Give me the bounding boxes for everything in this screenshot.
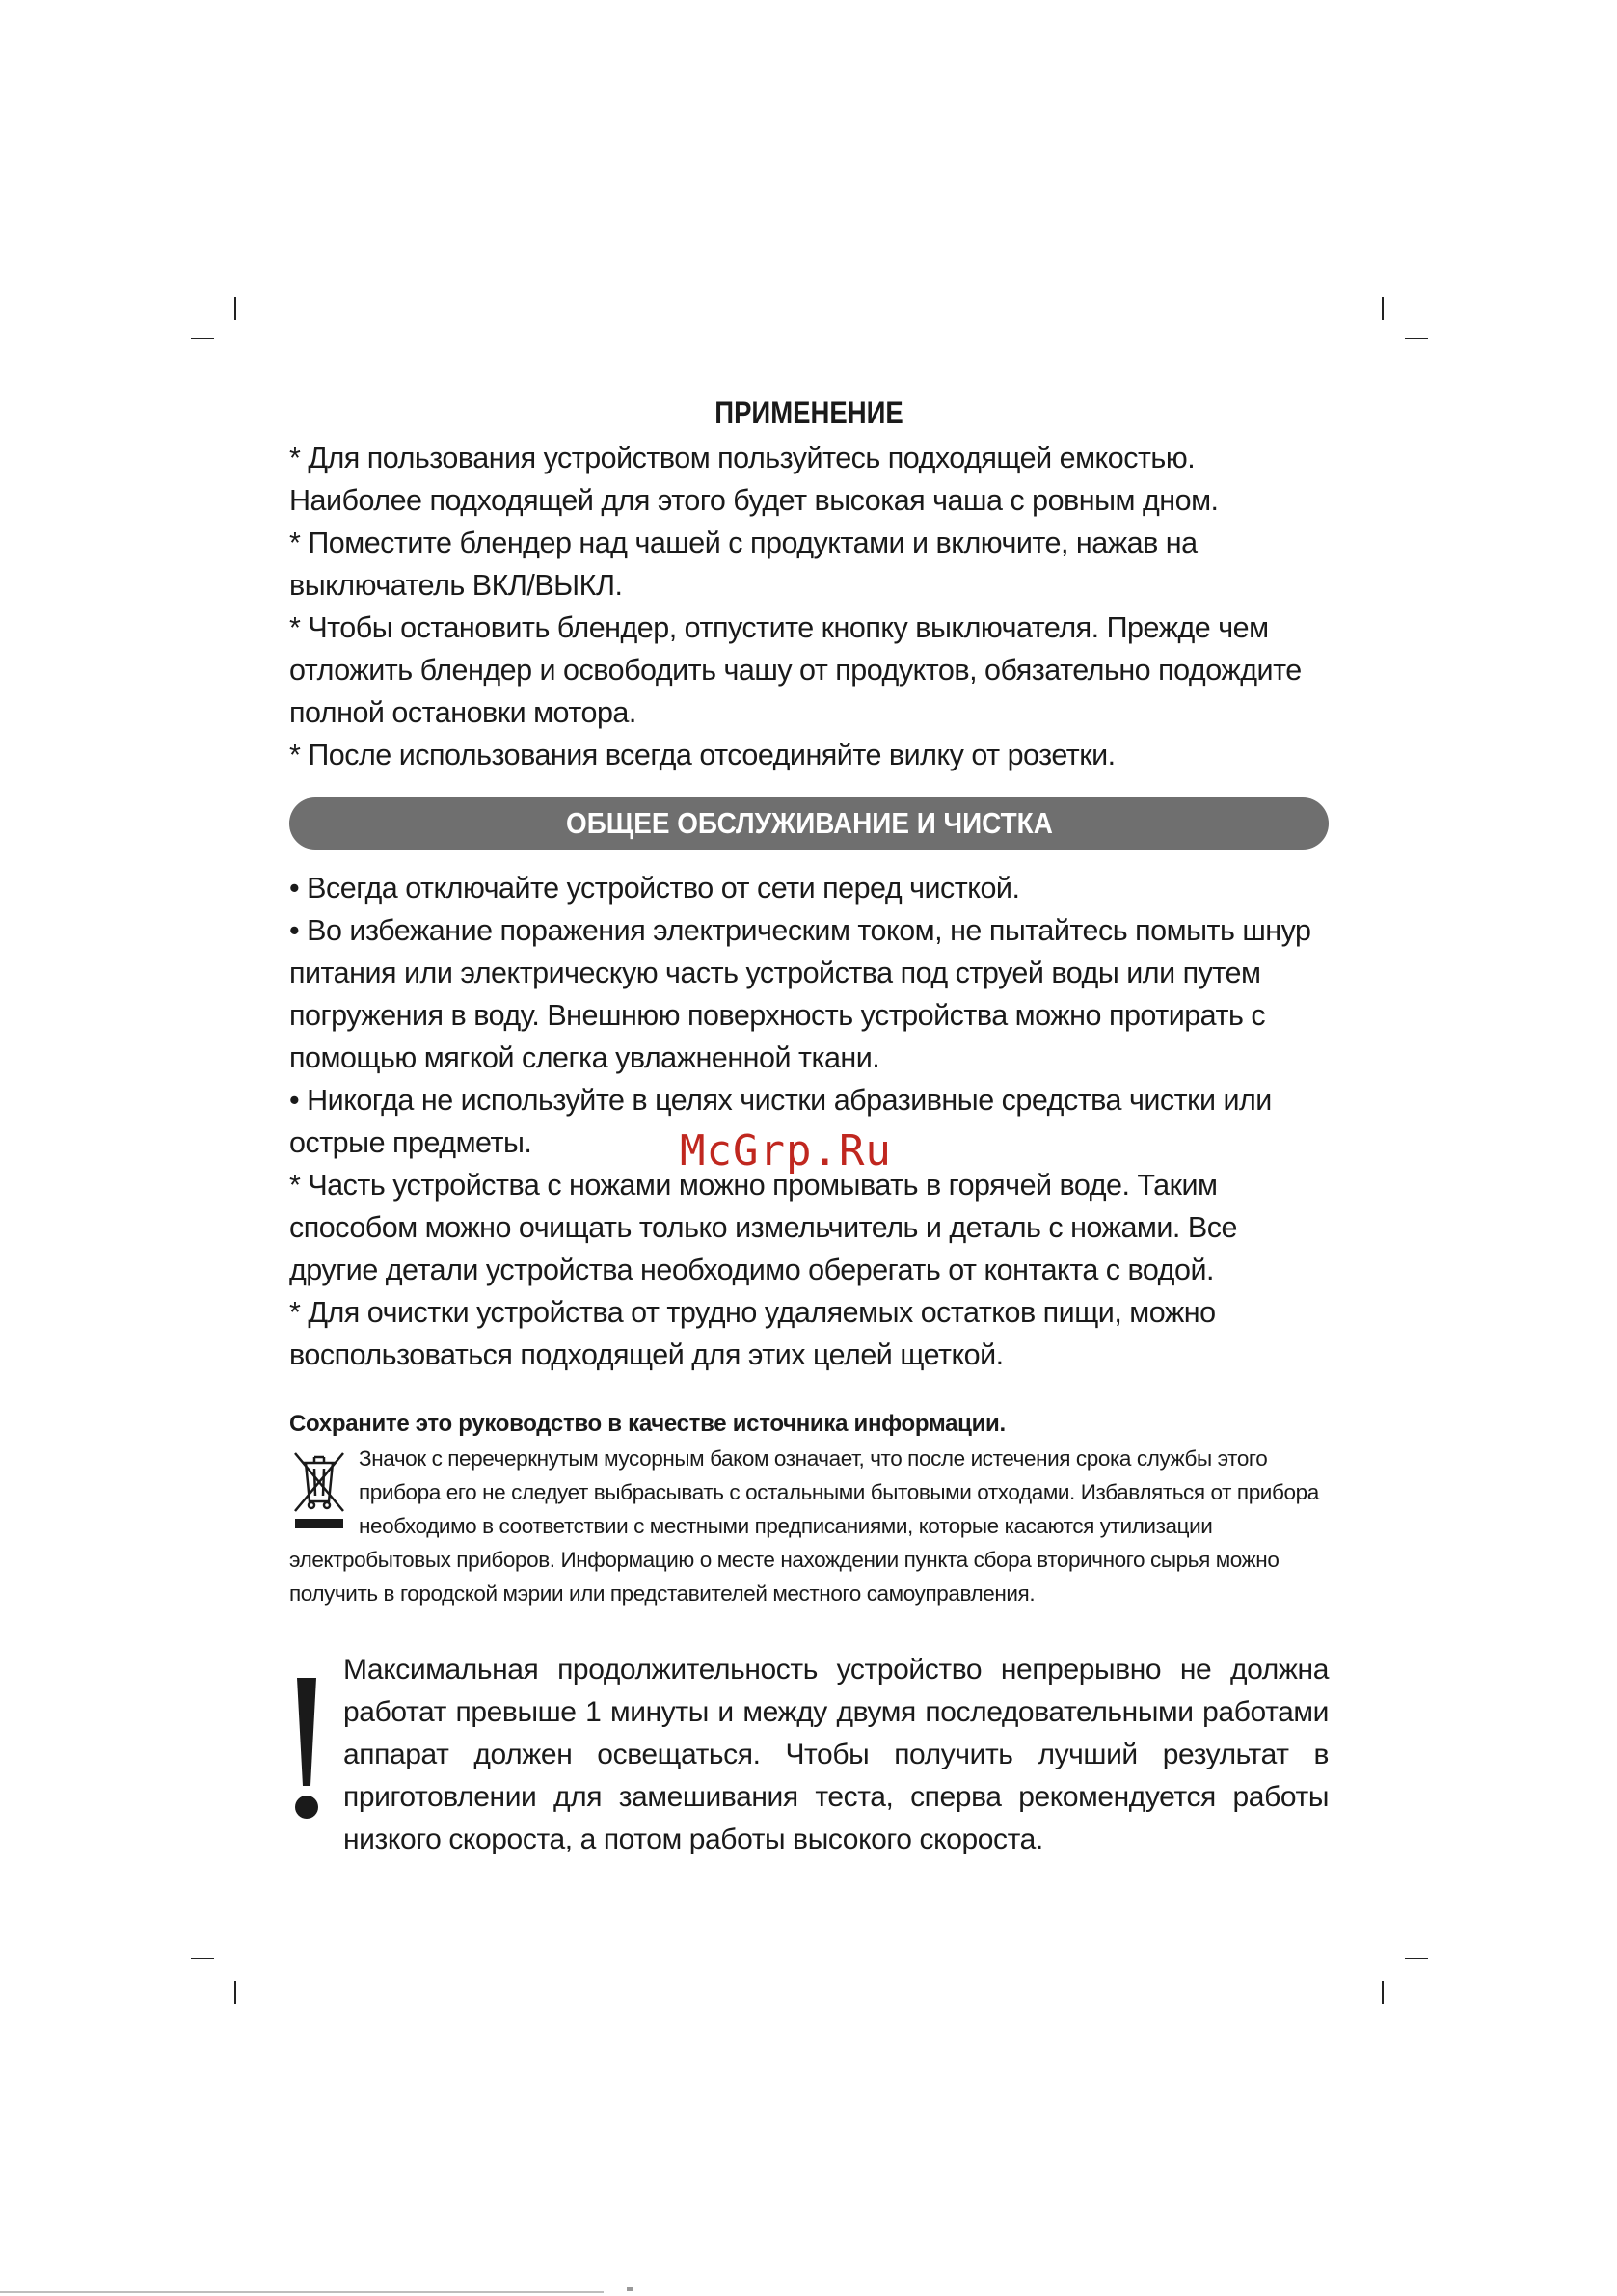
- bottom-rule: [0, 2291, 604, 2293]
- weee-text: Значок с перечеркнутым мусорным баком означает, что после истечения срока службы этого прибора его не следует выбрасывать с остальными бытовыми отходами. Избавляться от прибора необходимо в соответствии с местными предписаниями, которые касаются утилизации электробытовых приборов. Информацию о месте нахождении пункта сбора вторичного сырья можно получить в городской мэрии или представителей местного самоуправления.: [289, 1446, 1319, 1606]
- crossed-out-bin-icon: [289, 1445, 349, 1532]
- maintenance-item: • Всегда отключайте устройство от сети перед чисткой.: [289, 872, 1020, 905]
- warning-text: Максимальная продолжительность устройство непрерывно не должна работат превыше 1 минуты и между двумя последовательными работами аппарат должен освещаться. Чтобы получить лучший результат в приготовлении для замешивания теста, сперва рекомендуется работы низкого скороста, а потом работы высокого скороста.: [343, 1654, 1329, 1855]
- maintenance-item: * Часть устройства с ножами можно промывать в горячей воде. Таким способом можно очищать только измельчитель и деталь с ножами. Все другие детали устройства необходимо оберегать от контакта с водой.: [289, 1169, 1237, 1286]
- usage-item: * Для пользования устройством пользуйтесь подходящей емкостью. Наиболее подходящей для этого будет высокая чаша с ровным дном.: [289, 442, 1219, 517]
- crop-mark-top-left-v: [234, 297, 236, 320]
- crop-mark-bottom-left-h: [191, 1958, 214, 1959]
- maintenance-item: • Никогда не используйте в целях чистки абразивные средства чистки или острые предметы.: [289, 1084, 1272, 1159]
- bottom-tick: [627, 2287, 633, 2291]
- usage-title: ПРИМЕНЕНИЕ: [714, 395, 903, 430]
- crop-mark-top-left-h: [191, 338, 214, 339]
- usage-item: * Поместите блендер над чашей с продуктами и включите, нажав на выключатель ВКЛ/ВЫКЛ.: [289, 527, 1198, 602]
- crop-mark-top-right-v: [1382, 297, 1384, 320]
- usage-item: * Чтобы остановить блендер, отпустите кнопку выключателя. Прежде чем отложить блендер и освободить чашу от продуктов, обязательно подождите полной остановки мотора.: [289, 611, 1302, 729]
- crop-mark-bottom-right-v: [1382, 1981, 1384, 2004]
- maintenance-item: • Во избежание поражения электрическим током, не пытайтесь помыть шнур питания или электрическую часть устройства под струей воды или путем погружения в воду. Внешнюю поверхность устройства можно протирать с помощью мягкой слегка увлажненной ткани.: [289, 914, 1311, 1074]
- warning-notice: [289, 1649, 1329, 1861]
- usage-item: * После использования всегда отсоединяйте вилку от розетки.: [289, 739, 1116, 771]
- maintenance-item: * Для очистки устройства от трудно удаляемых остатков пищи, можно воспользоваться подходящей для этих целей щеткой.: [289, 1296, 1216, 1371]
- crop-mark-top-right-h: [1405, 338, 1428, 339]
- save-manual-note: Сохраните это руководство в качестве источника информации.: [289, 1411, 1006, 1437]
- watermark: McGrp.Ru: [680, 1126, 892, 1175]
- weee-notice: [289, 1442, 1329, 1610]
- exclamation-icon: [289, 1678, 324, 1821]
- maintenance-banner: [289, 797, 1329, 850]
- crop-mark-bottom-right-h: [1405, 1958, 1428, 1959]
- maintenance-title: ОБЩЕЕ ОБСЛУЖИВАНИЕ И ЧИСТКА: [565, 806, 1053, 840]
- crop-mark-bottom-left-v: [234, 1981, 236, 2004]
